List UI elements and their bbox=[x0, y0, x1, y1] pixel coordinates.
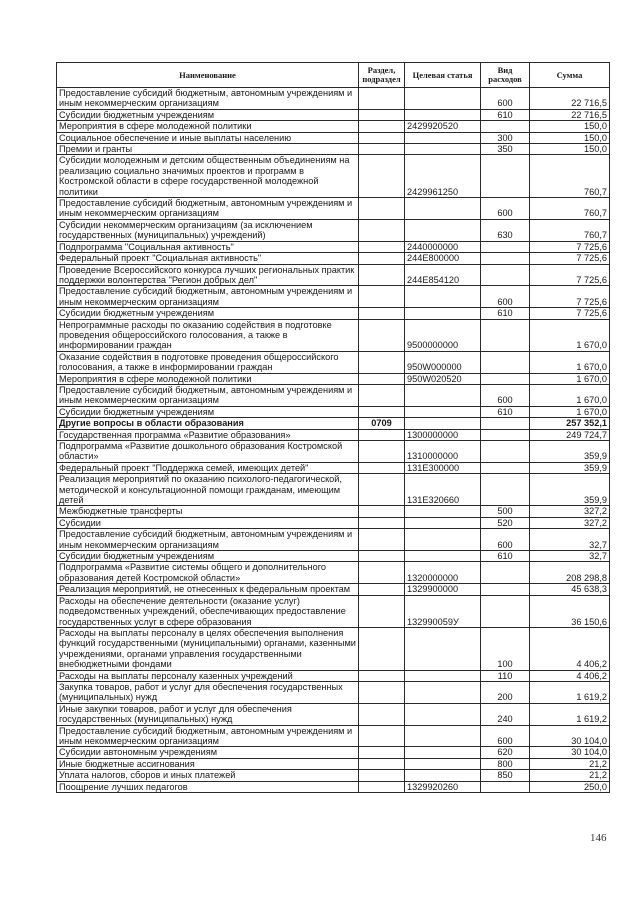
table-row bbox=[57, 627, 610, 670]
cell-kind bbox=[481, 121, 530, 132]
cell-kind: 500 bbox=[481, 506, 530, 517]
cell-name: Расходы на обеспечение деятельности (оказание услуг) подведомственных учреждений, обеспечивающих предоставление государственных услуг в сфере образования bbox=[57, 595, 359, 627]
cell-section bbox=[359, 429, 405, 440]
cell-sum: 7 725,6 bbox=[530, 253, 610, 264]
cell-name: Субсидии бюджетным учреждениям bbox=[57, 109, 359, 120]
cell-name: Предоставление субсидий бюджетным, автономным учреждениям и иным некоммерческим организациям bbox=[57, 529, 359, 551]
header-target: Целевая статья bbox=[405, 63, 481, 88]
table-row bbox=[57, 770, 610, 781]
cell-name: Субсидии бюджетным учреждениям bbox=[57, 406, 359, 417]
cell-target: 1310000000 bbox=[405, 441, 481, 463]
cell-sum: 7 725,6 bbox=[530, 264, 610, 286]
cell-kind bbox=[481, 474, 530, 506]
cell-section bbox=[359, 584, 405, 595]
cell-target bbox=[405, 384, 481, 406]
cell-target bbox=[405, 670, 481, 681]
table-row bbox=[57, 109, 610, 120]
table-row bbox=[57, 462, 610, 473]
cell-name: Субсидии автономным учреждениям bbox=[57, 747, 359, 758]
cell-sum: 1 619,2 bbox=[530, 703, 610, 725]
cell-target bbox=[405, 286, 481, 308]
cell-section bbox=[359, 758, 405, 769]
cell-target bbox=[405, 551, 481, 562]
cell-sum: 359,9 bbox=[530, 462, 610, 473]
cell-name: Социальное обеспечение и иные выплаты населению bbox=[57, 132, 359, 143]
cell-section bbox=[359, 308, 405, 319]
cell-kind: 850 bbox=[481, 770, 530, 781]
cell-sum: 249 724,7 bbox=[530, 429, 610, 440]
cell-sum: 327,2 bbox=[530, 506, 610, 517]
cell-name: Государственная программа «Развитие образования» bbox=[57, 429, 359, 440]
cell-kind bbox=[481, 595, 530, 627]
table-row bbox=[57, 517, 610, 528]
cell-section bbox=[359, 781, 405, 792]
cell-name: Непрограммные расходы по оказанию содействия в подготовке проведения общероссийского голосования, а также в информировании граждан bbox=[57, 319, 359, 351]
cell-target bbox=[405, 219, 481, 241]
cell-name: Другие вопросы в области образования bbox=[57, 418, 359, 429]
cell-sum: 1 670,0 bbox=[530, 373, 610, 384]
cell-sum: 257 352,1 bbox=[530, 418, 610, 429]
cell-kind: 620 bbox=[481, 747, 530, 758]
cell-kind: 350 bbox=[481, 144, 530, 155]
cell-section bbox=[359, 474, 405, 506]
cell-section bbox=[359, 351, 405, 373]
cell-target: 132990059У bbox=[405, 595, 481, 627]
cell-name: Расходы на выплаты персоналу в целях обеспечения выполнения функций государственными (муниципальными) органами, казенными учреждениями, органами управления государственными внебюджетными фондами bbox=[57, 627, 359, 670]
cell-section bbox=[359, 198, 405, 220]
cell-sum: 760,7 bbox=[530, 198, 610, 220]
cell-target bbox=[405, 144, 481, 155]
cell-target: 950W020520 bbox=[405, 373, 481, 384]
table-header-row bbox=[57, 63, 610, 88]
cell-target bbox=[405, 758, 481, 769]
cell-name: Предоставление субсидий бюджетным, автономным учреждениям и иным некоммерческим организациям bbox=[57, 198, 359, 220]
cell-kind: 600 bbox=[481, 529, 530, 551]
cell-sum: 1 670,0 bbox=[530, 319, 610, 351]
cell-section bbox=[359, 241, 405, 252]
header-kind: Вид расходов bbox=[481, 63, 530, 88]
cell-kind: 520 bbox=[481, 517, 530, 528]
cell-kind bbox=[481, 584, 530, 595]
cell-sum: 7 725,6 bbox=[530, 308, 610, 319]
cell-sum: 21,2 bbox=[530, 758, 610, 769]
table-row bbox=[57, 725, 610, 747]
cell-kind bbox=[481, 253, 530, 264]
table-row bbox=[57, 121, 610, 132]
cell-target bbox=[405, 517, 481, 528]
cell-name: Мероприятия в сфере молодежной политики bbox=[57, 121, 359, 132]
table-row bbox=[57, 703, 610, 725]
cell-name: Подпрограмма «Развитие дошкольного образования Костромской области» bbox=[57, 441, 359, 463]
cell-section bbox=[359, 725, 405, 747]
cell-section bbox=[359, 770, 405, 781]
cell-sum: 22 716,5 bbox=[530, 109, 610, 120]
cell-target: 2440000000 bbox=[405, 241, 481, 252]
cell-target: 9500000000 bbox=[405, 319, 481, 351]
cell-sum: 32,7 bbox=[530, 529, 610, 551]
cell-sum: 1 670,0 bbox=[530, 384, 610, 406]
table-row bbox=[57, 406, 610, 417]
cell-name: Проведение Всероссийского конкурса лучших региональных практик поддержки волонтерства "Регион добрых дел" bbox=[57, 264, 359, 286]
cell-section bbox=[359, 551, 405, 562]
cell-section bbox=[359, 88, 405, 110]
cell-target: 1320000000 bbox=[405, 562, 481, 584]
cell-target bbox=[405, 529, 481, 551]
cell-sum: 22 716,5 bbox=[530, 88, 610, 110]
cell-kind: 600 bbox=[481, 384, 530, 406]
cell-sum: 30 104,0 bbox=[530, 747, 610, 758]
cell-target: 2429920520 bbox=[405, 121, 481, 132]
cell-target: 131E300000 bbox=[405, 462, 481, 473]
table-row bbox=[57, 474, 610, 506]
cell-sum: 1 619,2 bbox=[530, 681, 610, 703]
cell-target bbox=[405, 703, 481, 725]
cell-name: Иные закупки товаров, работ и услуг для обеспечения государственных (муниципальных) нужд bbox=[57, 703, 359, 725]
cell-section bbox=[359, 384, 405, 406]
cell-section bbox=[359, 595, 405, 627]
cell-sum: 4 406,2 bbox=[530, 670, 610, 681]
table-row bbox=[57, 219, 610, 241]
cell-section bbox=[359, 506, 405, 517]
cell-target bbox=[405, 418, 481, 429]
budget-sheet bbox=[56, 62, 609, 793]
cell-kind bbox=[481, 462, 530, 473]
header-name: Наименование bbox=[57, 63, 359, 88]
cell-kind: 800 bbox=[481, 758, 530, 769]
cell-target bbox=[405, 747, 481, 758]
cell-target bbox=[405, 406, 481, 417]
cell-sum: 32,7 bbox=[530, 551, 610, 562]
table-row bbox=[57, 308, 610, 319]
cell-sum: 7 725,6 bbox=[530, 241, 610, 252]
cell-target: 950W000000 bbox=[405, 351, 481, 373]
cell-name: Предоставление субсидий бюджетным, автономным учреждениям и иным некоммерческим организациям bbox=[57, 286, 359, 308]
table-row bbox=[57, 88, 610, 110]
cell-section bbox=[359, 562, 405, 584]
cell-section bbox=[359, 219, 405, 241]
cell-kind: 200 bbox=[481, 681, 530, 703]
cell-section: 0709 bbox=[359, 418, 405, 429]
cell-section bbox=[359, 670, 405, 681]
table-row bbox=[57, 747, 610, 758]
cell-target bbox=[405, 725, 481, 747]
table-row bbox=[57, 670, 610, 681]
cell-kind bbox=[481, 781, 530, 792]
cell-target: 1329900000 bbox=[405, 584, 481, 595]
cell-sum: 150,0 bbox=[530, 132, 610, 143]
cell-target bbox=[405, 132, 481, 143]
cell-section bbox=[359, 144, 405, 155]
cell-sum: 21,2 bbox=[530, 770, 610, 781]
cell-target bbox=[405, 88, 481, 110]
table-row bbox=[57, 595, 610, 627]
table-row bbox=[57, 418, 610, 429]
cell-section bbox=[359, 155, 405, 198]
table-row bbox=[57, 529, 610, 551]
cell-name: Мероприятия в сфере молодежной политики bbox=[57, 373, 359, 384]
cell-kind: 610 bbox=[481, 109, 530, 120]
cell-kind bbox=[481, 418, 530, 429]
cell-section bbox=[359, 121, 405, 132]
table-row bbox=[57, 144, 610, 155]
cell-kind: 100 bbox=[481, 627, 530, 670]
cell-sum: 760,7 bbox=[530, 155, 610, 198]
cell-section bbox=[359, 132, 405, 143]
cell-sum: 150,0 bbox=[530, 121, 610, 132]
cell-section bbox=[359, 462, 405, 473]
cell-name: Поощрение лучших педагогов bbox=[57, 781, 359, 792]
cell-kind: 610 bbox=[481, 551, 530, 562]
cell-kind bbox=[481, 429, 530, 440]
cell-target bbox=[405, 308, 481, 319]
table-row bbox=[57, 562, 610, 584]
page-number: 146 bbox=[590, 832, 607, 844]
cell-section bbox=[359, 747, 405, 758]
cell-sum: 1 670,0 bbox=[530, 351, 610, 373]
cell-name: Субсидии молодежным и детским общественным объединениям на реализацию социально значимых проектов и программ в Костромской области в сфере государственной молодежной политики bbox=[57, 155, 359, 198]
cell-name: Расходы на выплаты персоналу казенных учреждений bbox=[57, 670, 359, 681]
cell-kind bbox=[481, 373, 530, 384]
cell-kind: 610 bbox=[481, 308, 530, 319]
cell-sum: 36 150,6 bbox=[530, 595, 610, 627]
cell-target: 1329920260 bbox=[405, 781, 481, 792]
cell-name: Оказание содействия в подготовке проведения общероссийского голосования, а также в информировании граждан bbox=[57, 351, 359, 373]
table-row bbox=[57, 264, 610, 286]
cell-sum: 359,9 bbox=[530, 474, 610, 506]
cell-target: 244E800000 bbox=[405, 253, 481, 264]
cell-name: Субсидии бюджетным учреждениям bbox=[57, 308, 359, 319]
cell-target bbox=[405, 770, 481, 781]
cell-name: Закупка товаров, работ и услуг для обеспечения государственных (муниципальных) нужд bbox=[57, 681, 359, 703]
cell-section bbox=[359, 703, 405, 725]
cell-kind: 240 bbox=[481, 703, 530, 725]
cell-target: 244E854120 bbox=[405, 264, 481, 286]
cell-sum: 359,9 bbox=[530, 441, 610, 463]
cell-kind: 630 bbox=[481, 219, 530, 241]
header-section: Раздел, подраздел bbox=[359, 63, 405, 88]
table-row bbox=[57, 506, 610, 517]
header-sum: Сумма bbox=[530, 63, 610, 88]
cell-name: Реализация мероприятий по оказанию психолого-педагогической, методической и консультационной помощи гражданам, имеющим детей bbox=[57, 474, 359, 506]
cell-kind: 600 bbox=[481, 88, 530, 110]
cell-section bbox=[359, 441, 405, 463]
table-row bbox=[57, 319, 610, 351]
cell-kind bbox=[481, 319, 530, 351]
cell-target bbox=[405, 109, 481, 120]
cell-target bbox=[405, 198, 481, 220]
cell-section bbox=[359, 681, 405, 703]
cell-target: 2429961250 bbox=[405, 155, 481, 198]
cell-kind bbox=[481, 562, 530, 584]
cell-sum: 150,0 bbox=[530, 144, 610, 155]
table-row bbox=[57, 198, 610, 220]
cell-name: Подпрограмма «Развитие системы общего и дополнительного образования детей Костромской области» bbox=[57, 562, 359, 584]
cell-kind bbox=[481, 241, 530, 252]
cell-kind: 600 bbox=[481, 286, 530, 308]
table-row bbox=[57, 758, 610, 769]
cell-name: Субсидии бюджетным учреждениям bbox=[57, 551, 359, 562]
cell-name: Предоставление субсидий бюджетным, автономным учреждениям и иным некоммерческим организациям bbox=[57, 725, 359, 747]
cell-name: Иные бюджетные ассигнования bbox=[57, 758, 359, 769]
cell-section bbox=[359, 517, 405, 528]
table-row bbox=[57, 584, 610, 595]
table-row bbox=[57, 384, 610, 406]
cell-name: Подпрограмма "Социальная активность" bbox=[57, 241, 359, 252]
cell-sum: 250,0 bbox=[530, 781, 610, 792]
cell-section bbox=[359, 286, 405, 308]
cell-target: 1300000000 bbox=[405, 429, 481, 440]
table-row bbox=[57, 429, 610, 440]
cell-target: 131E320660 bbox=[405, 474, 481, 506]
cell-sum: 327,2 bbox=[530, 517, 610, 528]
table-row bbox=[57, 132, 610, 143]
table-row bbox=[57, 373, 610, 384]
cell-section bbox=[359, 319, 405, 351]
cell-name: Уплата налогов, сборов и иных платежей bbox=[57, 770, 359, 781]
cell-kind: 610 bbox=[481, 406, 530, 417]
cell-sum: 7 725,6 bbox=[530, 286, 610, 308]
cell-name: Федеральный проект "Социальная активность" bbox=[57, 253, 359, 264]
table-row bbox=[57, 781, 610, 792]
cell-name: Реализация мероприятий, не отнесенных к федеральным проектам bbox=[57, 584, 359, 595]
cell-name: Субсидии некоммерческим организациям (за исключением государственных (муниципальных) учреждений) bbox=[57, 219, 359, 241]
cell-section bbox=[359, 373, 405, 384]
cell-name: Межбюджетные трансферты bbox=[57, 506, 359, 517]
cell-name: Субсидии bbox=[57, 517, 359, 528]
cell-sum: 1 670,0 bbox=[530, 406, 610, 417]
cell-kind: 600 bbox=[481, 198, 530, 220]
cell-name: Предоставление субсидий бюджетным, автономным учреждениям и иным некоммерческим организациям bbox=[57, 384, 359, 406]
cell-sum: 4 406,2 bbox=[530, 627, 610, 670]
table-row bbox=[57, 681, 610, 703]
cell-target bbox=[405, 506, 481, 517]
cell-section bbox=[359, 264, 405, 286]
budget-table bbox=[56, 62, 610, 793]
table-row bbox=[57, 241, 610, 252]
table-row bbox=[57, 551, 610, 562]
cell-section bbox=[359, 253, 405, 264]
cell-target bbox=[405, 681, 481, 703]
cell-sum: 208 298,8 bbox=[530, 562, 610, 584]
cell-section bbox=[359, 529, 405, 551]
cell-kind bbox=[481, 264, 530, 286]
table-row bbox=[57, 155, 610, 198]
cell-sum: 45 638,3 bbox=[530, 584, 610, 595]
table-row bbox=[57, 286, 610, 308]
cell-name: Федеральный проект "Поддержка семей, имеющих детей" bbox=[57, 462, 359, 473]
cell-kind: 300 bbox=[481, 132, 530, 143]
table-row bbox=[57, 441, 610, 463]
cell-section bbox=[359, 109, 405, 120]
cell-name: Премии и гранты bbox=[57, 144, 359, 155]
cell-section bbox=[359, 406, 405, 417]
cell-kind: 110 bbox=[481, 670, 530, 681]
table-row bbox=[57, 351, 610, 373]
table-row bbox=[57, 253, 610, 264]
cell-target bbox=[405, 627, 481, 670]
cell-kind: 600 bbox=[481, 725, 530, 747]
cell-kind bbox=[481, 351, 530, 373]
cell-kind bbox=[481, 441, 530, 463]
cell-kind bbox=[481, 155, 530, 198]
cell-section bbox=[359, 627, 405, 670]
cell-sum: 760,7 bbox=[530, 219, 610, 241]
cell-name: Предоставление субсидий бюджетным, автономным учреждениям и иным некоммерческим организациям bbox=[57, 88, 359, 110]
cell-sum: 30 104,0 bbox=[530, 725, 610, 747]
